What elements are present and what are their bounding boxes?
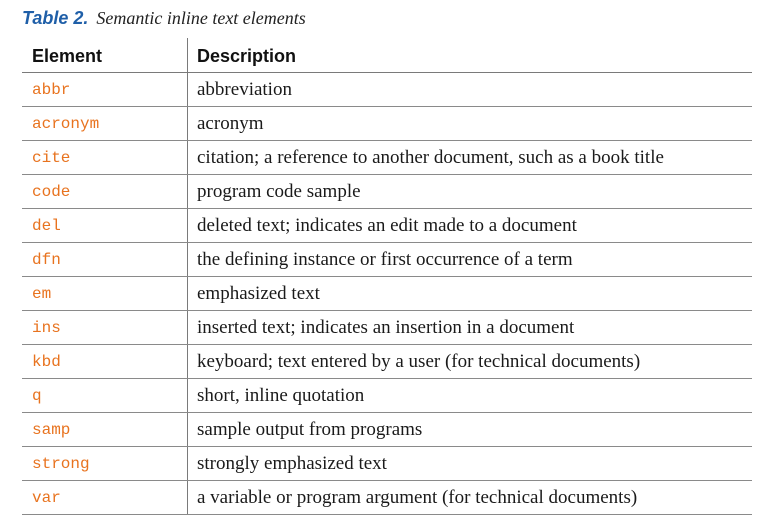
table-caption [22,6,306,30]
element-description: short, inline quotation [197,384,365,406]
element-name: q [32,386,42,405]
element-description: keyboard; text entered by a user (for technical documents) [197,350,641,372]
element-name: acronym [32,114,100,133]
element-name: var [32,488,61,507]
table-row [22,345,752,379]
element-name: cite [32,148,71,167]
table-row [22,107,752,141]
element-description: inserted text; indicates an insertion in a document [197,316,575,338]
element-description: acronym [197,112,264,134]
caption-title: Semantic inline text elements [96,8,306,28]
table-row [22,209,752,243]
element-name: strong [32,454,90,473]
element-name: abbr [32,80,71,99]
table-row [22,311,752,345]
table-row [22,413,752,447]
element-description: deleted text; indicates an edit made to a document [197,214,577,236]
table-row [22,141,752,175]
header-description: Description [197,45,297,66]
table-row [22,481,752,515]
table-row [22,379,752,413]
element-name: code [32,182,71,201]
table-row [22,175,752,209]
table-row [22,277,752,311]
element-name: em [32,284,52,303]
element-description: program code sample [197,180,361,202]
table-row [22,73,752,107]
element-name: del [32,216,61,235]
element-description: sample output from programs [197,418,423,440]
element-description: emphasized text [197,282,320,304]
header-element: Element [22,38,188,72]
table-header-row [22,38,752,73]
table-row [22,447,752,481]
caption-label: Table 2. [22,8,89,28]
semantic-elements-table [22,38,752,515]
element-description: citation; a reference to another document, such as a book title [197,146,664,168]
element-description: strongly emphasized text [197,452,387,474]
element-description: abbreviation [197,78,292,100]
element-name: dfn [32,250,61,269]
element-name: ins [32,318,61,337]
element-description: a variable or program argument (for technical documents) [197,486,638,508]
table-row [22,243,752,277]
element-name: kbd [32,352,61,371]
element-description: the defining instance or first occurrence of a term [197,248,573,270]
element-name: samp [32,420,71,439]
